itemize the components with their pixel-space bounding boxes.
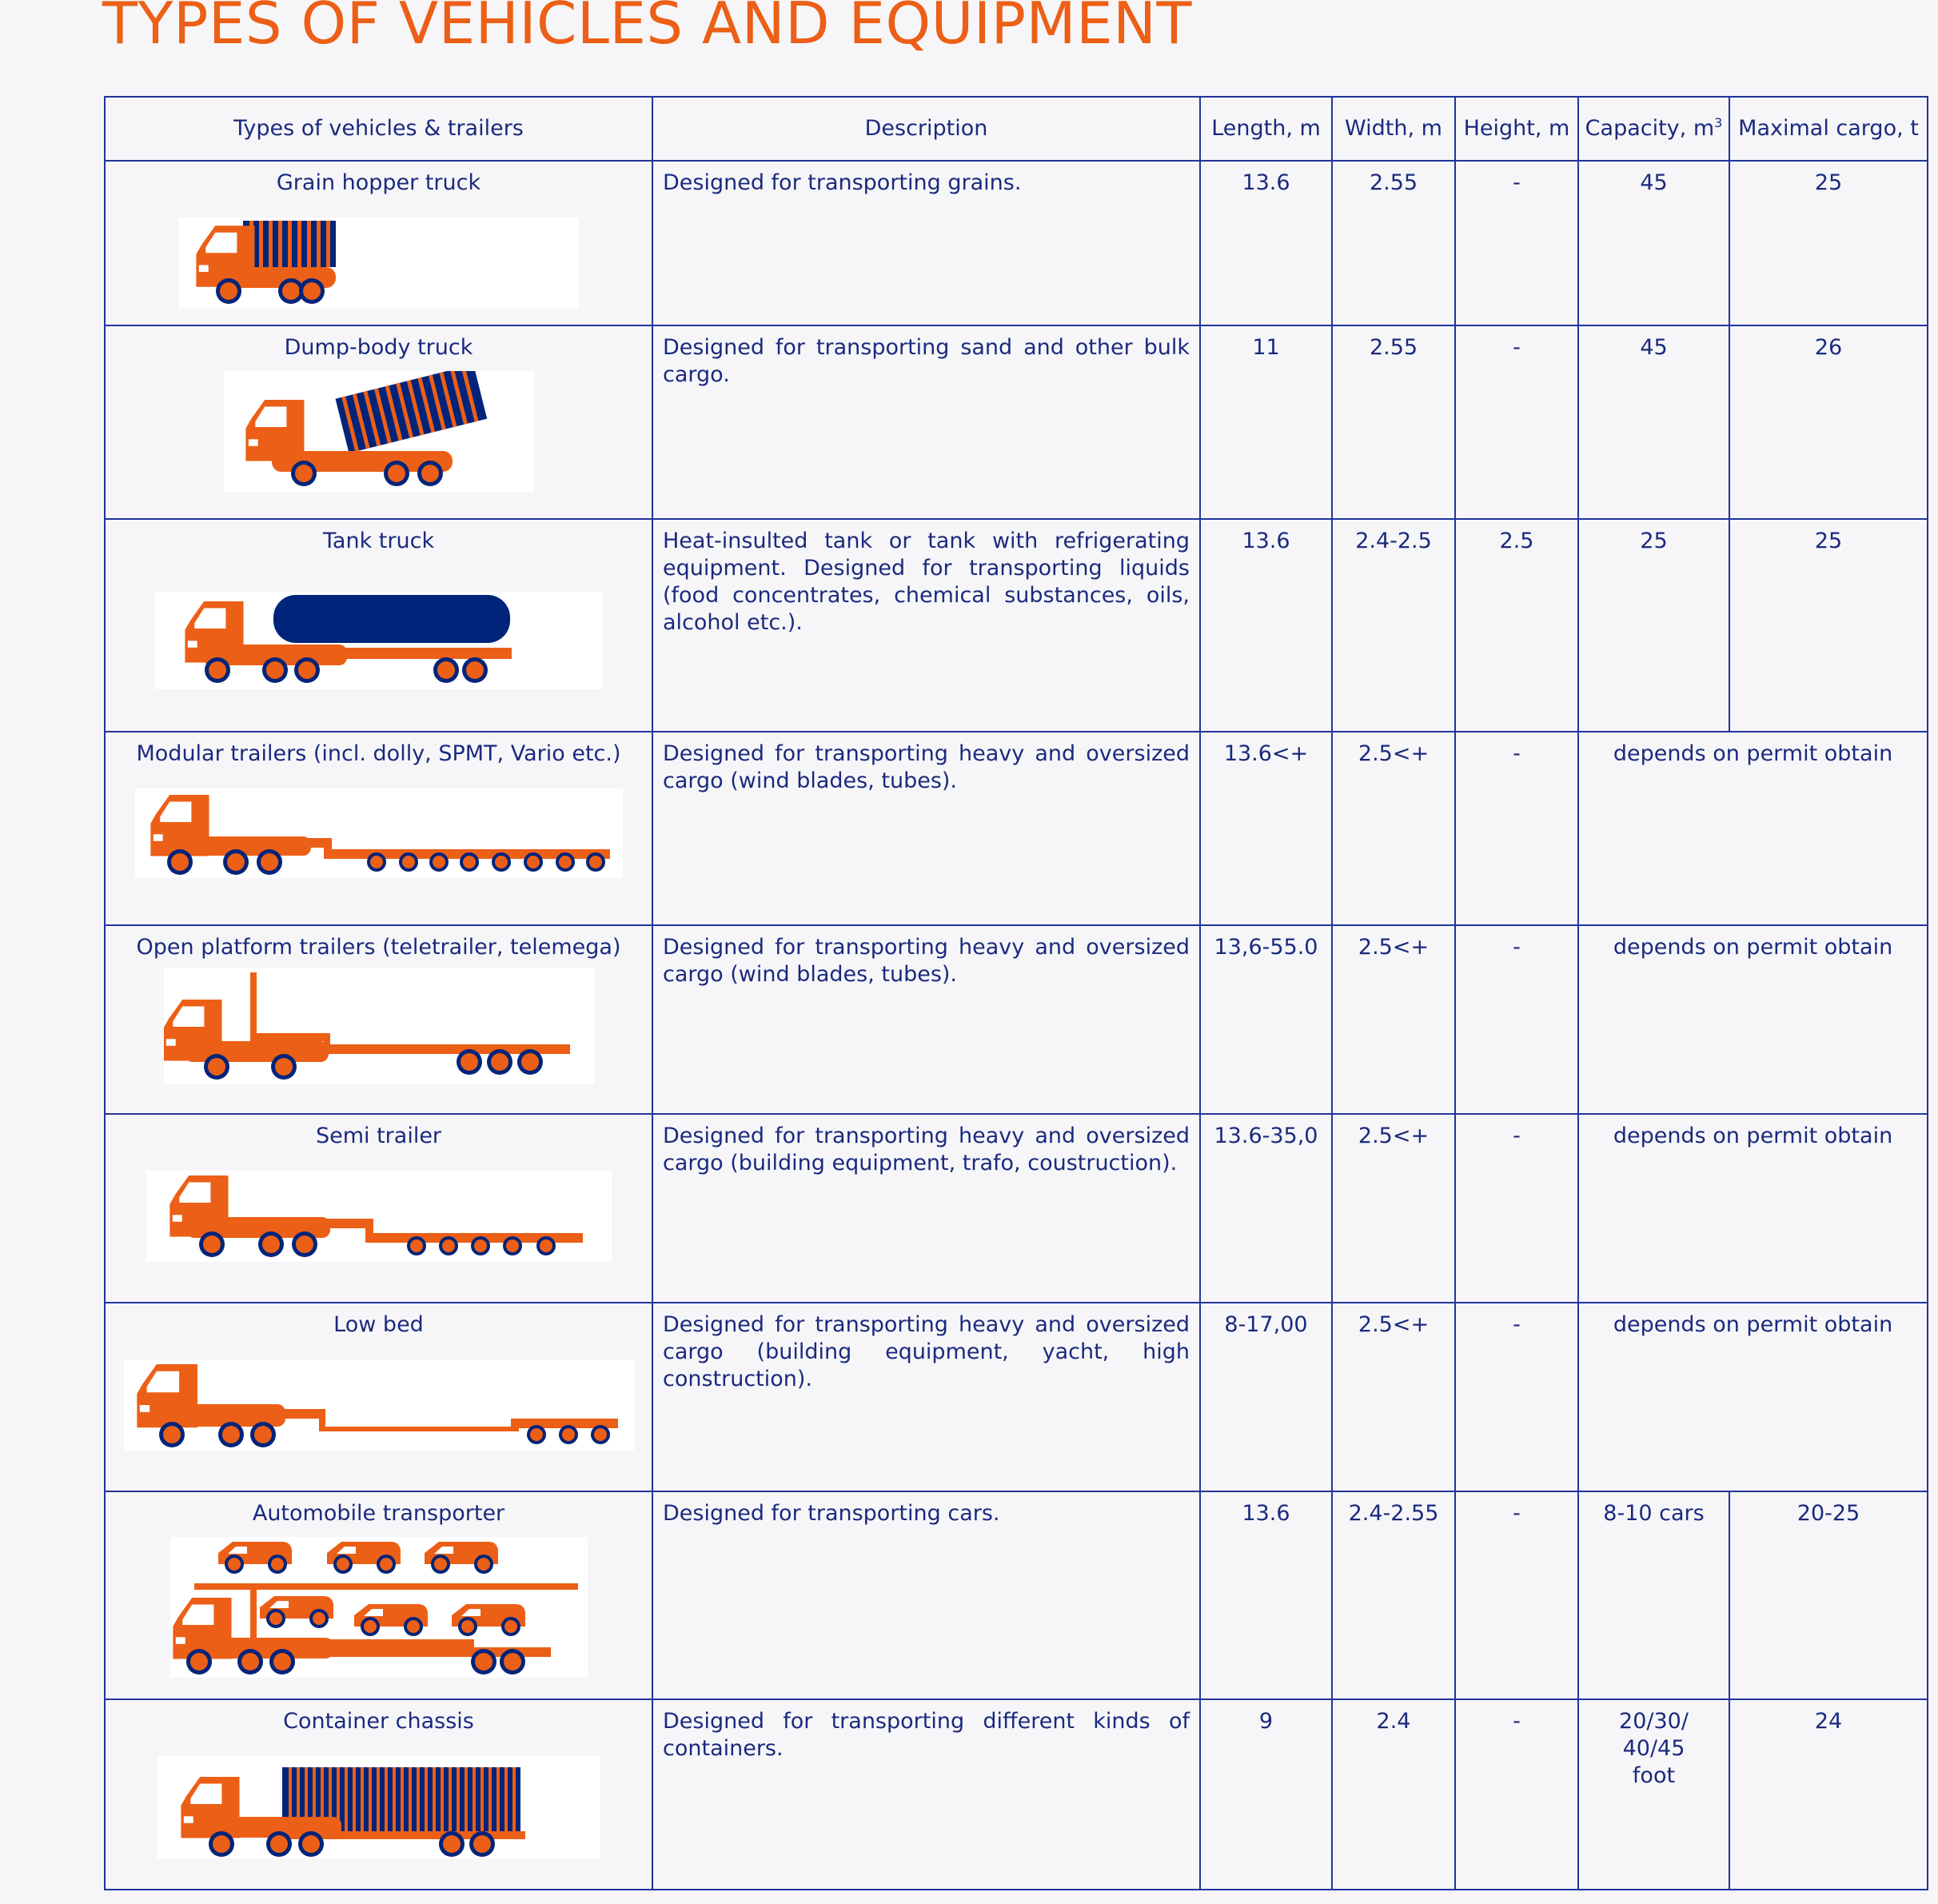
width-cell: 2.4-2.55	[1332, 1491, 1455, 1699]
height-cell: -	[1455, 1699, 1578, 1890]
vehicle-cell	[105, 325, 652, 519]
container-chassis-icon	[158, 1756, 600, 1858]
table-header-row	[105, 97, 1928, 161]
description-cell: Designed for transporting heavy and oversized cargo (wind blades, tubes).	[652, 732, 1200, 925]
vehicle-name: Tank truck	[322, 529, 435, 553]
capacity-cell: 25	[1578, 519, 1729, 732]
table-row	[105, 1303, 1928, 1491]
capacity-cell: 45	[1578, 325, 1729, 519]
header-capacity	[1578, 97, 1729, 161]
length-cell: 13.6	[1200, 519, 1332, 732]
max-cargo-cell: 25	[1729, 161, 1928, 325]
vehicle-cell	[105, 1699, 652, 1890]
vehicle-cell	[105, 732, 652, 925]
capacity-cargo-cell: depends on permit obtain	[1578, 1303, 1928, 1491]
description-cell: Designed for transporting cars.	[652, 1491, 1200, 1699]
vehicle-name: Container chassis	[283, 1709, 474, 1734]
vehicle-name: Automobile transporter	[252, 1501, 505, 1526]
vehicle-name: Grain hopper truck	[276, 170, 481, 195]
height-cell: -	[1455, 925, 1578, 1114]
vehicle-cell	[105, 1303, 652, 1491]
vehicle-name: Low bed	[333, 1312, 424, 1337]
vehicle-cell	[105, 161, 652, 325]
max-cargo-cell: 20-25	[1729, 1491, 1928, 1699]
capacity-cell: 8-10 cars	[1578, 1491, 1729, 1699]
height-cell: -	[1455, 325, 1578, 519]
width-cell: 2.5<+	[1332, 1114, 1455, 1303]
height-cell: -	[1455, 1114, 1578, 1303]
description-cell: Designed for transporting heavy and oversized cargo (building equipment, yacht, high construction).	[652, 1303, 1200, 1491]
width-cell: 2.55	[1332, 325, 1455, 519]
capacity-cargo-cell: depends on permit obtain	[1578, 1114, 1928, 1303]
width-cell: 2.4-2.5	[1332, 519, 1455, 732]
description-cell: Designed for transporting heavy and oversized cargo (wind blades, tubes).	[652, 925, 1200, 1114]
height-cell: -	[1455, 1491, 1578, 1699]
header-height: Height, m	[1455, 97, 1578, 161]
vehicle-cell	[105, 1491, 652, 1699]
table-row	[105, 519, 1928, 732]
modular-trailer-icon	[135, 788, 623, 878]
car-transporter-icon	[170, 1537, 588, 1678]
capacity-cell: 45	[1578, 161, 1729, 325]
height-cell: -	[1455, 161, 1578, 325]
vehicles-table	[104, 96, 1928, 1890]
description-cell: Designed for transporting grains.	[652, 161, 1200, 325]
description-cell: Designed for transporting sand and other bulk cargo.	[652, 325, 1200, 519]
height-cell: -	[1455, 1303, 1578, 1491]
dump-truck-icon	[224, 371, 534, 493]
table-row	[105, 1114, 1928, 1303]
max-cargo-cell: 25	[1729, 519, 1928, 732]
capacity-cargo-cell: depends on permit obtain	[1578, 732, 1928, 925]
max-cargo-cell: 24	[1729, 1699, 1928, 1890]
page-title: TYPES OF VEHICLES AND EQUIPMENT	[102, 0, 1192, 57]
header-capacity-unit-exponent: 3	[1714, 115, 1723, 130]
vehicle-name: Modular trailers (incl. dolly, SPMT, Vario etc.)	[136, 741, 621, 766]
semi-trailer-icon	[146, 1171, 612, 1262]
header-width: Width, m	[1332, 97, 1455, 161]
header-type: Types of vehicles & trailers	[105, 97, 652, 161]
header-length: Length, m	[1200, 97, 1332, 161]
vehicle-name: Open platform trailers (teletrailer, telemega)	[136, 935, 621, 960]
vehicle-name: Semi trailer	[315, 1124, 442, 1148]
header-capacity-label: Capacity, m	[1585, 116, 1715, 141]
vehicle-name: Dump-body truck	[284, 335, 473, 360]
height-cell: -	[1455, 732, 1578, 925]
width-cell: 2.5<+	[1332, 925, 1455, 1114]
description-cell: Heat-insulted tank or tank with refrigerating equipment. Designed for transporting liquids (food concentrates, chemical substances, oils, alcohol etc.).	[652, 519, 1200, 732]
width-cell: 2.4	[1332, 1699, 1455, 1890]
header-max-cargo: Maximal cargo, t	[1729, 97, 1928, 161]
header-description: Description	[652, 97, 1200, 161]
grain-hopper-truck-icon	[179, 218, 579, 309]
table-row	[105, 732, 1928, 925]
width-cell: 2.5<+	[1332, 1303, 1455, 1491]
length-cell: 9	[1200, 1699, 1332, 1890]
table-row	[105, 1699, 1928, 1890]
width-cell: 2.5<+	[1332, 732, 1455, 925]
tank-truck-icon	[155, 592, 603, 689]
open-platform-trailer-icon	[164, 968, 594, 1084]
capacity-cargo-cell: depends on permit obtain	[1578, 925, 1928, 1114]
length-cell: 13.6<+	[1200, 732, 1332, 925]
low-bed-trailer-icon	[124, 1359, 634, 1451]
length-cell: 11	[1200, 325, 1332, 519]
height-cell: 2.5	[1455, 519, 1578, 732]
vehicle-cell	[105, 519, 652, 732]
table-row	[105, 1491, 1928, 1699]
capacity-cell: 20/30/ 40/45 foot	[1578, 1699, 1729, 1890]
table-row	[105, 161, 1928, 325]
max-cargo-cell: 26	[1729, 325, 1928, 519]
width-cell: 2.55	[1332, 161, 1455, 325]
description-cell: Designed for transporting heavy and oversized cargo (building equipment, trafo, coustruction).	[652, 1114, 1200, 1303]
length-cell: 13.6-35,0	[1200, 1114, 1332, 1303]
vehicle-cell	[105, 925, 652, 1114]
length-cell: 13.6	[1200, 161, 1332, 325]
table-row	[105, 325, 1928, 519]
table-row	[105, 925, 1928, 1114]
length-cell: 13,6-55.0	[1200, 925, 1332, 1114]
length-cell: 8-17,00	[1200, 1303, 1332, 1491]
length-cell: 13.6	[1200, 1491, 1332, 1699]
description-cell: Designed for transporting different kinds of containers.	[652, 1699, 1200, 1890]
vehicle-cell	[105, 1114, 652, 1303]
